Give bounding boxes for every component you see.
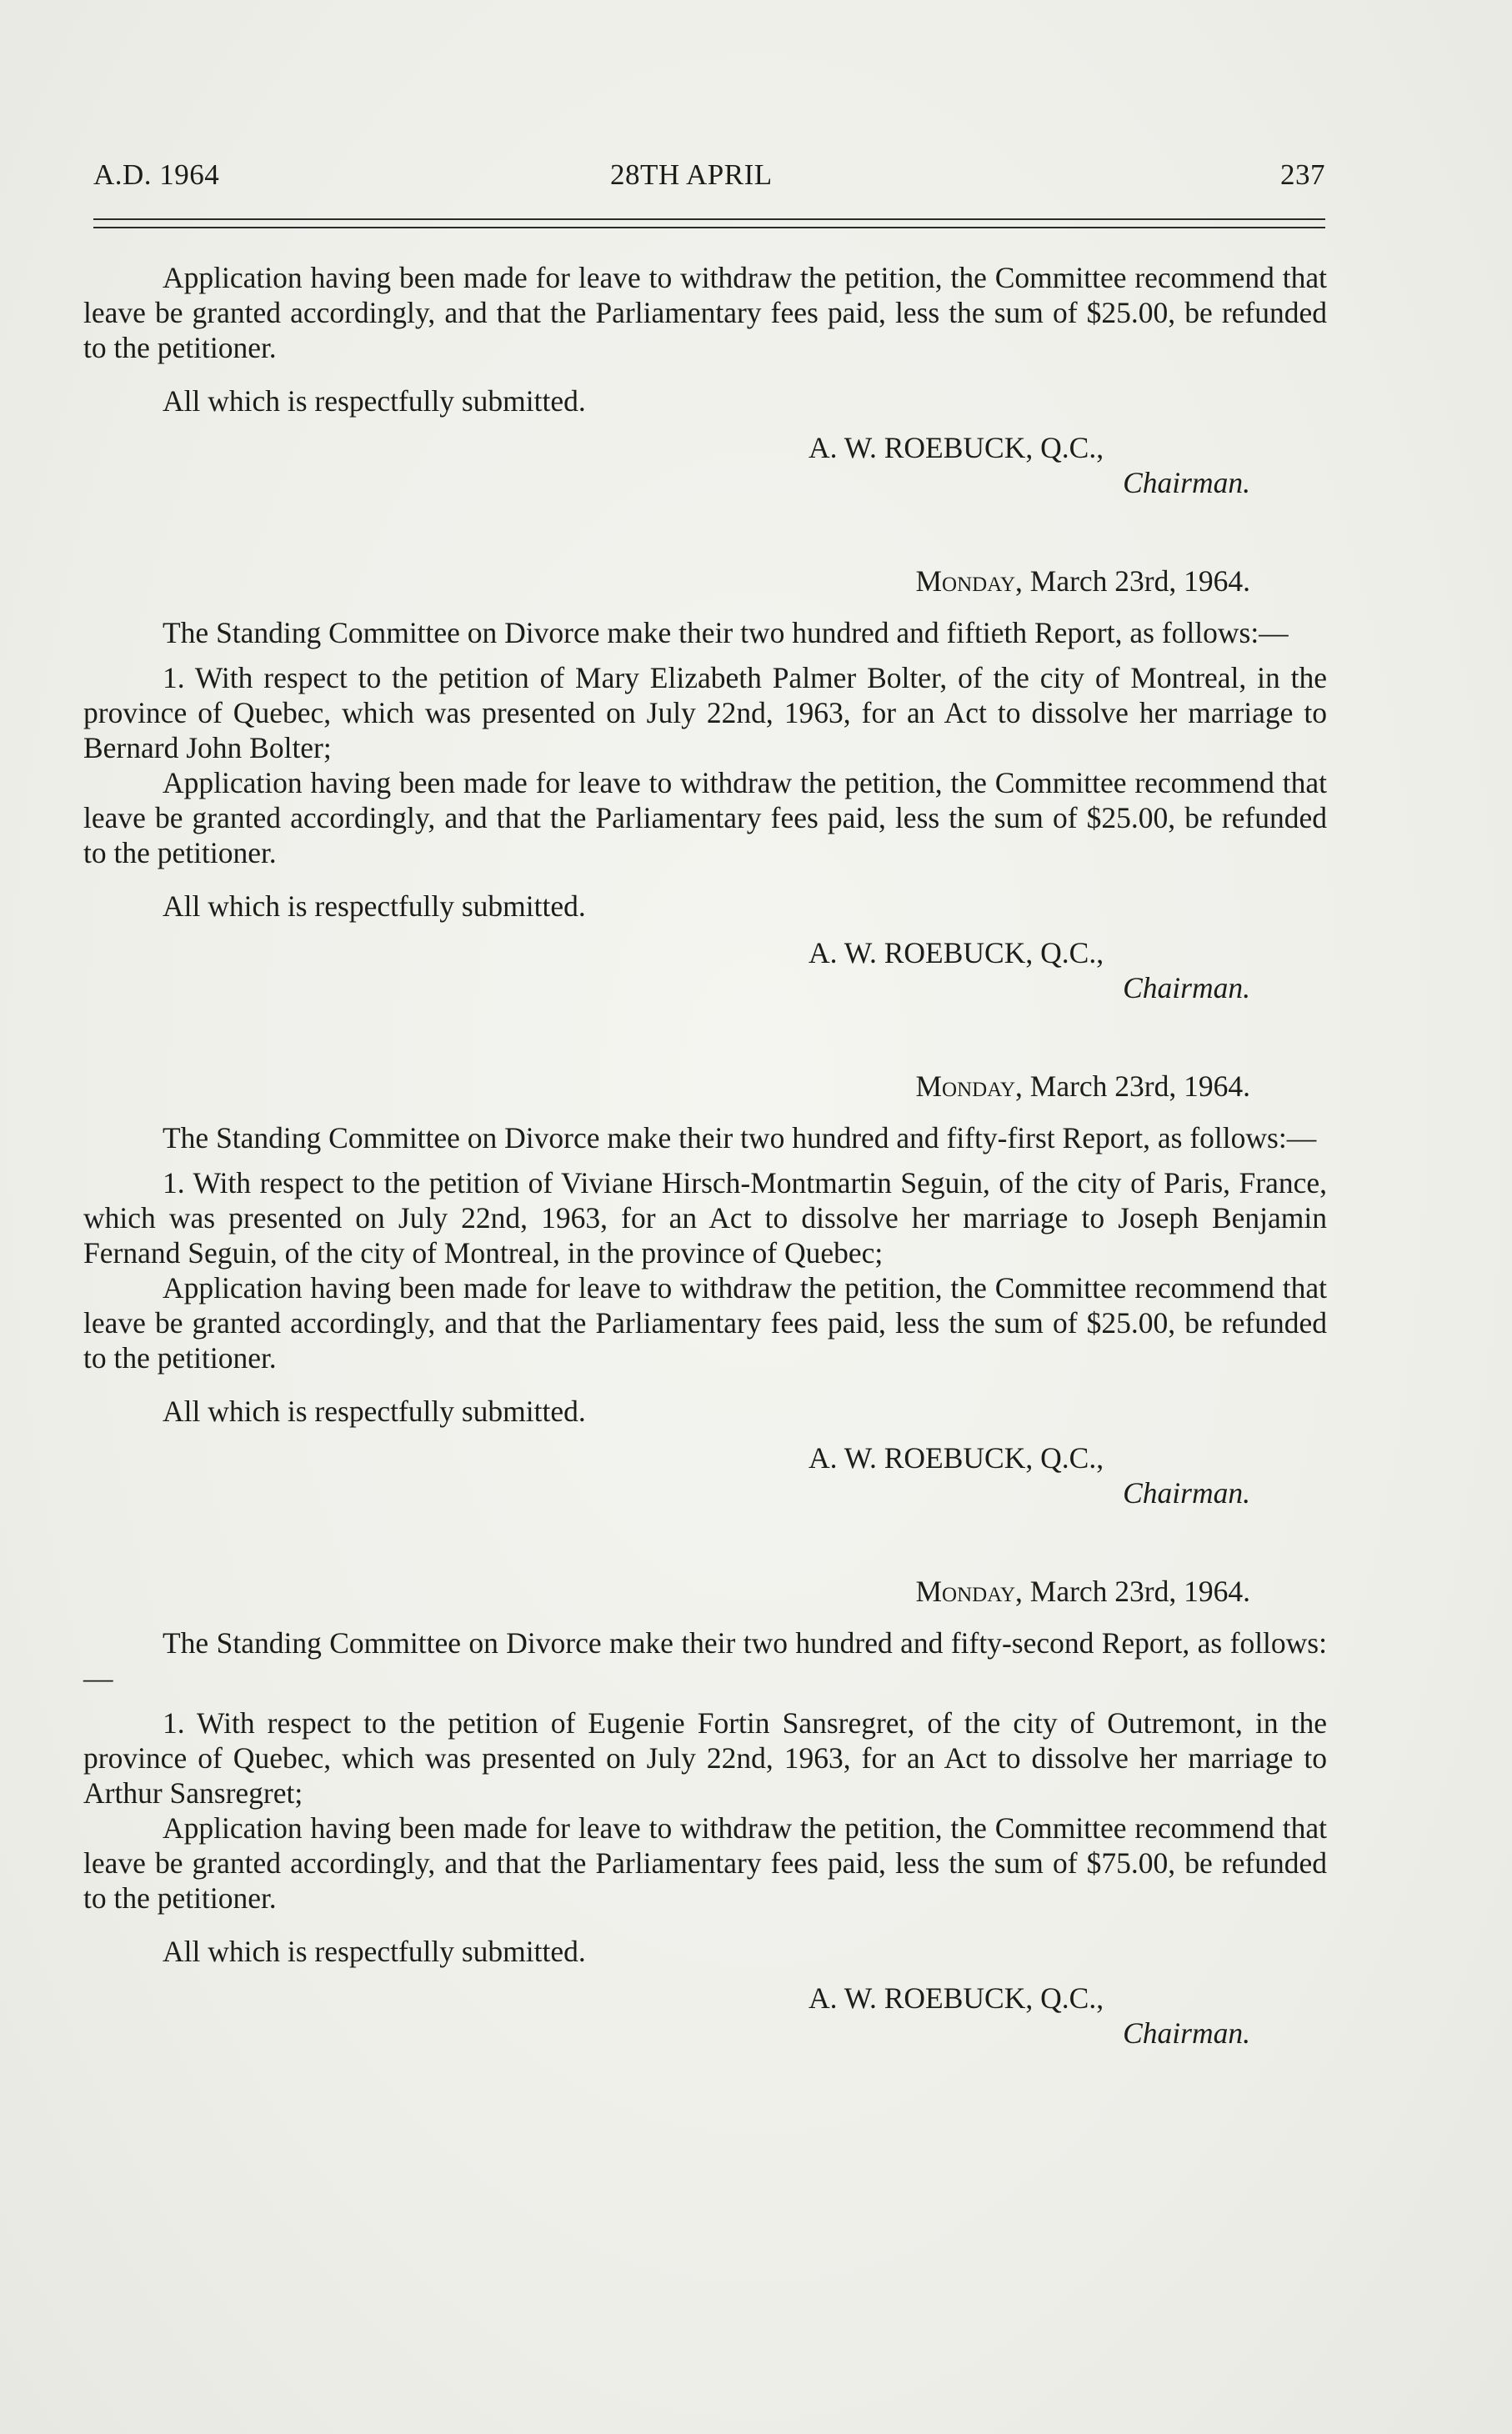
application-paragraph: Application having been made for leave to withdraw the petition, the Committee recommend that leave be granted accordingly, and that the Parliamentary fees paid, less the sum of $75.00, be refunded to the petitioner.	[83, 1811, 1327, 1915]
application-paragraph: Application having been made for leave to withdraw the petition, the Committee recommend that leave be granted accordingly, and that the Parliamentary fees paid, less the sum of $25.00, be refunded to the petitioner.	[83, 766, 1327, 869]
header-rule-bottom	[93, 227, 1325, 228]
report-date	[83, 1574, 1327, 1609]
submitted-line: All which is respectfully submitted.	[163, 1935, 586, 1968]
report-252	[83, 1574, 1327, 2051]
opening-fragment	[83, 260, 1327, 500]
header-year: A.D. 1964	[93, 158, 220, 191]
header-date-suffix: TH	[640, 158, 680, 191]
header-date-ordinal: 28	[610, 158, 640, 191]
submitted-line: All which is respectfully submitted.	[163, 1395, 586, 1428]
report-250	[83, 563, 1327, 1005]
page-body	[83, 260, 1327, 2051]
signatory-role: Chairman.	[1123, 971, 1250, 1004]
signatory: A. W. ROEBUCK, Q.C.,	[809, 431, 1104, 464]
header-rule-top	[93, 218, 1325, 220]
report-date-text: March 23rd, 1964.	[1029, 1575, 1250, 1608]
report-day: Monday,	[915, 1575, 1023, 1608]
submitted-line: All which is respectfully submitted.	[163, 889, 586, 923]
report-date-text: March 23rd, 1964.	[1029, 1069, 1250, 1103]
submitted-line: All which is respectfully submitted.	[163, 384, 586, 418]
application-paragraph: Application having been made for leave to withdraw the petition, the Committee recommend that leave be granted accordingly, and that the Parliamentary fees paid, less the sum of $25.00, be refunded to the petitioner.	[83, 261, 1327, 364]
petition-item: 1. With respect to the petition of Eugenie Fortin Sansregret, of the city of Outremont, in the province of Quebec, which was presented on July 22nd, 1963, for an Act to dissolve her marriage to Arthur Sansregret;	[83, 1706, 1327, 1810]
signatory: A. W. ROEBUCK, Q.C.,	[809, 1981, 1104, 2015]
report-intro: The Standing Committee on Divorce make their two hundred and fifty-second Report, as follows:—	[83, 1626, 1327, 1695]
page-number: 237	[1280, 158, 1325, 191]
report-day: Monday,	[915, 564, 1023, 598]
signatory: A. W. ROEBUCK, Q.C.,	[809, 936, 1104, 969]
report-day: Monday,	[915, 1069, 1023, 1103]
petition-item: 1. With respect to the petition of Mary Elizabeth Palmer Bolter, of the city of Montreal, in the province of Quebec, which was presented on July 22nd, 1963, for an Act to dissolve her marriage to Bernard John Bolter;	[83, 661, 1327, 764]
petition-item: 1. With respect to the petition of Viviane Hirsch-Montmartin Seguin, of the city of Paris, France, which was presented on July 22nd, 1963, for an Act to dissolve her marriage to Joseph Benjamin Fernand Seguin, of the city of Montreal, in the province of Quebec;	[83, 1166, 1327, 1270]
report-date	[83, 1069, 1327, 1104]
header-date	[610, 158, 773, 192]
signatory-role: Chairman.	[1123, 1476, 1250, 1510]
header-date-month: APRIL	[685, 158, 773, 191]
running-header	[93, 158, 1325, 200]
report-intro: The Standing Committee on Divorce make their two hundred and fiftieth Report, as follows:—	[163, 616, 1289, 649]
application-paragraph: Application having been made for leave to withdraw the petition, the Committee recommend that leave be granted accordingly, and that the Parliamentary fees paid, less the sum of $25.00, be refunded to the petitioner.	[83, 1271, 1327, 1375]
signatory-role: Chairman.	[1123, 466, 1250, 499]
report-intro: The Standing Committee on Divorce make their two hundred and fifty-first Report, as follows:—	[163, 1121, 1317, 1154]
signatory-role: Chairman.	[1123, 2016, 1250, 2050]
signatory: A. W. ROEBUCK, Q.C.,	[809, 1441, 1104, 1475]
report-251	[83, 1069, 1327, 1510]
report-date-text: March 23rd, 1964.	[1029, 564, 1250, 598]
report-date	[83, 563, 1327, 598]
